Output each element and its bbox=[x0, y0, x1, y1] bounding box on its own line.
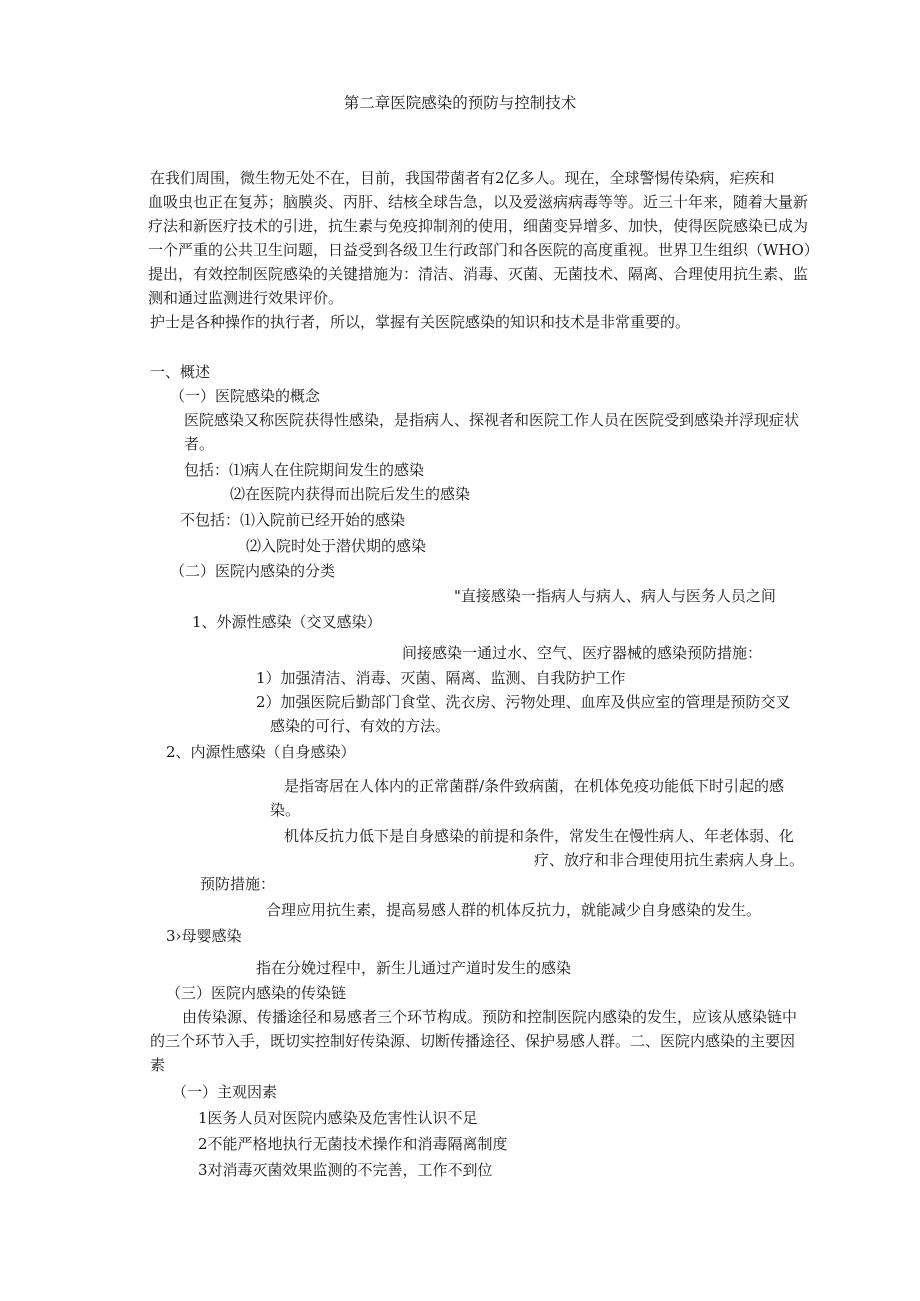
infection-chain-line-3: 素 bbox=[150, 1056, 166, 1074]
maternal-infection-definition: 指在分娩过程中，新生儿通过产道时发生的感染 bbox=[256, 959, 572, 977]
subjective-factors-heading: （一）主观因素 bbox=[172, 1083, 278, 1101]
intro-line-1: 在我们周围，微生物无处不在，目前，我国带菌者有2亿多人。现在，全球警惕传染病，疟疾和 bbox=[150, 169, 775, 187]
endogenous-definition-line-1: 是指寄居在人体内的正常菌群/条件致病菌，在机体免疫功能低下时引起的感 bbox=[284, 777, 785, 795]
infection-chain-heading: （三）医院内感染的传染链 bbox=[166, 984, 347, 1002]
subjective-factor-item: 1医务人员对医院内感染及危害性认识不足 bbox=[198, 1109, 478, 1127]
indirect-infection-text: 间接感染一通过水、空气、医疗器械的感染预防措施： bbox=[402, 644, 763, 662]
prevention-measure-1: 1）加强清洁、消毒、灭菌、隔离、监测、自我防护工作 bbox=[256, 669, 626, 687]
include-item-2: ⑵在医院内获得而出院后发生的感染 bbox=[230, 485, 471, 503]
section-heading-overview: 一、概述 bbox=[150, 363, 211, 381]
infection-chain-line-1: 由传染源、传播途径和易感者三个环节构成。预防和控制医院内感染的发生，应该从感染链中 bbox=[182, 1008, 798, 1026]
endogenous-definition-line-2: 染。 bbox=[270, 801, 301, 819]
classification-heading: （二）医院内感染的分类 bbox=[170, 562, 336, 580]
concept-definition-line-1: 医院感染又称医院获得性感染，是指病人、探视者和医院工作人员在医院受到感染并浮现症状 bbox=[184, 411, 800, 429]
intro-nurse-line: 护士是各种操作的执行者，所以，掌握有关医院感染的知识和技术是非常重要的。 bbox=[150, 313, 691, 331]
exclude-item-2: ⑵入院时处于潜伏期的感染 bbox=[246, 537, 427, 555]
prevention-measure-2-line-1: 2）加强医院后勤部门食堂、洗衣房、污物处理、血库及供应室的管理是预防交叉 bbox=[256, 693, 791, 711]
exogenous-infection-heading: 1、外源性感染（交叉感染） bbox=[192, 613, 382, 631]
concept-heading: （一）医院感染的概念 bbox=[170, 387, 321, 405]
direct-infection-text: "直接感染一指病人与病人、病人与医务人员之间 bbox=[454, 587, 776, 605]
intro-line-6: 测和通过监测进行效果评价。 bbox=[148, 289, 344, 307]
include-item-1: 包括：⑴病人在住院期间发生的感染 bbox=[184, 461, 425, 479]
exclude-item-1: 不包括：⑴入院前已经开始的感染 bbox=[180, 511, 406, 529]
prevention-label: 预防措施： bbox=[200, 875, 276, 893]
endogenous-condition-line-2: 疗、放疗和非合理使用抗生素病人身上。 bbox=[534, 851, 805, 869]
concept-definition-line-2: 者。 bbox=[184, 435, 215, 453]
endogenous-condition-line-1: 机体反抗力低下是自身感染的前提和条件，常发生在慢性病人、年老体弱、化 bbox=[284, 827, 795, 845]
subjective-factor-item: 2不能严格地执行无菌技术操作和消毒隔离制度 bbox=[198, 1135, 508, 1153]
infection-chain-line-2: 的三个环节入手，既切实控制好传染源、切断传播途径、保护易感人群。二、医院内感染的主要因 bbox=[150, 1032, 796, 1050]
intro-line-4: 一个严重的公共卫生问题，日益受到各级卫生行政部门和各医院的高度重视。世界卫生组织（WHO） bbox=[148, 241, 819, 259]
endogenous-infection-heading: 2、内源性感染（自身感染） bbox=[166, 743, 356, 761]
intro-line-2: 血吸虫也正在复苏；脑膜炎、丙肝、结核全球告急，以及爱滋病病毒等等。近三十年来，随着大量新 bbox=[148, 193, 809, 211]
prevention-text: 合理应用抗生素，提高易感人群的机体反抗力，就能减少自身感染的发生。 bbox=[266, 901, 762, 919]
prevention-measure-2-line-2: 感染的可行、有效的方法。 bbox=[270, 717, 451, 735]
subjective-factor-item: 3对消毒灭菌效果监测的不完善，工作不到位 bbox=[198, 1161, 493, 1179]
maternal-infection-heading: 3›母婴感染 bbox=[166, 927, 242, 945]
intro-line-5: 提出，有效控制医院感染的关键措施为：清洁、消毒、灭菌、无菌技术、隔离、合理使用抗生素、监 bbox=[148, 265, 809, 283]
intro-line-3: 疗法和新医疗技术的引进，抗生素与免疫抑制剂的使用，细菌变异增多、加快，使得医院感染已成为 bbox=[148, 217, 809, 235]
page-title: 第二章医院感染的预防与控制技术 bbox=[343, 94, 577, 112]
